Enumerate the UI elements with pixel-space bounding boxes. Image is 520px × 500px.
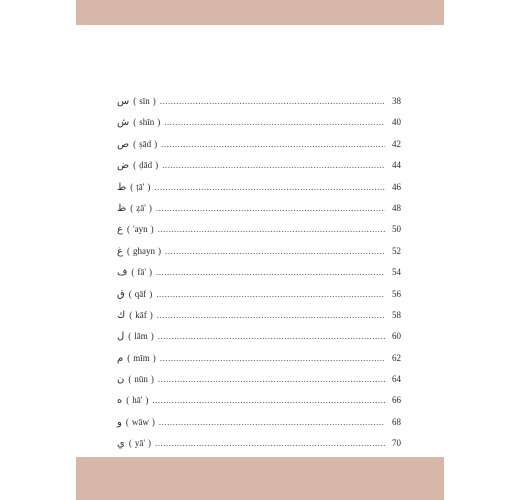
arabic-letter: م — [117, 352, 124, 364]
transliteration: shīn — [139, 117, 155, 128]
open-paren: ( — [133, 138, 137, 149]
dot-leader — [164, 112, 385, 133]
transliteration: wāw — [131, 416, 149, 427]
close-paren: ) — [150, 374, 154, 385]
dot-leader — [155, 433, 385, 454]
toc-entry[interactable] — [117, 112, 401, 133]
toc-entry[interactable] — [117, 134, 401, 155]
toc-entry[interactable] — [117, 348, 401, 369]
page-number: 48 — [392, 202, 401, 213]
dot-leader — [156, 262, 385, 283]
toc-entry[interactable] — [117, 433, 401, 454]
toc-entry[interactable] — [117, 262, 401, 283]
dot-leader — [157, 305, 385, 326]
transliteration: sīn — [139, 96, 150, 106]
open-paren: ( — [130, 202, 134, 213]
close-paren: ) — [157, 117, 161, 128]
page-number: 46 — [392, 181, 401, 192]
toc-entry[interactable] — [117, 177, 401, 198]
toc-entry[interactable] — [117, 412, 401, 433]
close-paren: ) — [152, 96, 156, 106]
close-paren: ) — [145, 395, 149, 406]
dot-leader — [156, 198, 385, 219]
toc-entry[interactable] — [117, 155, 401, 176]
open-paren: ( — [126, 245, 130, 256]
toc-entry[interactable] — [117, 390, 401, 411]
arabic-letter: ع — [117, 224, 123, 236]
transliteration: yā' — [134, 438, 145, 449]
toc-entry[interactable] — [117, 241, 401, 262]
page-number: 44 — [392, 160, 401, 171]
arabic-letter: ط — [117, 181, 127, 193]
open-paren: ( — [125, 416, 129, 427]
transliteration: nūn — [134, 374, 148, 385]
arabic-letter: ق — [117, 288, 125, 300]
close-paren: ) — [150, 224, 154, 235]
arabic-letter: ه — [117, 395, 123, 407]
toc-entry[interactable] — [117, 305, 401, 326]
toc-entry[interactable] — [117, 284, 401, 305]
transliteration: ghayn — [132, 245, 155, 256]
close-paren: ) — [155, 160, 159, 171]
page-number: 58 — [392, 309, 401, 320]
table-of-contents — [117, 91, 401, 455]
close-paren: ) — [152, 352, 156, 363]
close-paren: ) — [148, 202, 152, 213]
open-paren: ( — [129, 309, 133, 320]
open-paren: ( — [128, 438, 132, 449]
dot-leader — [158, 369, 385, 390]
page-number: 62 — [392, 352, 401, 363]
close-paren: ) — [157, 245, 161, 256]
transliteration: kāf — [135, 309, 147, 320]
open-paren: ( — [133, 117, 137, 128]
open-paren: ( — [128, 374, 132, 385]
page-number: 60 — [392, 331, 401, 342]
transliteration: hā' — [132, 395, 143, 406]
open-paren: ( — [128, 288, 132, 299]
open-paren: ( — [126, 395, 130, 406]
close-paren: ) — [147, 181, 151, 192]
toc-entry[interactable] — [117, 326, 401, 347]
dot-leader — [165, 241, 385, 262]
open-paren: ( — [130, 181, 134, 192]
dot-leader — [159, 412, 385, 433]
page-number: 54 — [392, 267, 401, 278]
page-number: 66 — [392, 395, 401, 406]
transliteration: ẓā' — [136, 202, 146, 213]
open-paren: ( — [126, 224, 130, 235]
close-paren: ) — [149, 267, 152, 278]
toc-entry[interactable] — [117, 369, 401, 390]
arabic-letter: غ — [117, 245, 123, 257]
toc-entry[interactable] — [117, 91, 401, 112]
open-paren: ( — [127, 352, 131, 363]
page-number: 42 — [392, 138, 401, 149]
open-paren: ( — [133, 96, 137, 106]
page-number: 52 — [392, 245, 401, 256]
dot-leader — [158, 219, 385, 240]
transliteration: ṣād — [139, 138, 152, 149]
transliteration: ḍād — [139, 160, 153, 171]
open-paren: ( — [128, 331, 132, 342]
transliteration: lām — [134, 331, 148, 342]
arabic-letter: ي — [117, 438, 125, 450]
page-number: 68 — [392, 416, 401, 427]
dot-leader — [162, 155, 385, 176]
arabic-letter: و — [117, 416, 122, 428]
transliteration: mīm — [133, 352, 150, 363]
header-band — [76, 0, 444, 25]
transliteration: qāf — [134, 288, 147, 299]
footer-band — [76, 457, 444, 500]
dot-leader — [152, 390, 385, 411]
dot-leader — [154, 177, 385, 198]
page-number: 50 — [392, 224, 401, 235]
arabic-letter: ف — [117, 267, 128, 279]
arabic-letter: س — [117, 96, 130, 107]
close-paren: ) — [154, 138, 158, 149]
toc-entry[interactable] — [117, 219, 401, 240]
dot-leader — [156, 284, 385, 305]
page-number: 70 — [392, 438, 401, 449]
page-number: 64 — [392, 374, 401, 385]
toc-entry[interactable] — [117, 198, 401, 219]
close-paren: ) — [147, 438, 151, 449]
transliteration: 'ayn — [132, 224, 148, 235]
arabic-letter: ل — [117, 331, 125, 343]
transliteration: ṭā' — [136, 181, 145, 192]
close-paren: ) — [150, 331, 154, 342]
arabic-letter: ك — [117, 309, 126, 321]
page-number: 38 — [392, 96, 401, 106]
arabic-letter: ن — [117, 374, 125, 386]
close-paren: ) — [149, 309, 153, 320]
arabic-letter: ظ — [117, 202, 127, 214]
open-paren: ( — [131, 267, 135, 278]
arabic-letter: ص — [117, 138, 130, 150]
dot-leader — [158, 326, 385, 347]
transliteration: fā' — [137, 267, 146, 278]
dot-leader — [161, 134, 385, 155]
dot-leader — [160, 91, 385, 112]
arabic-letter: ض — [117, 160, 130, 172]
open-paren: ( — [133, 160, 137, 171]
page-number: 40 — [392, 117, 401, 128]
close-paren: ) — [149, 288, 153, 299]
page-number: 56 — [392, 288, 401, 299]
arabic-letter: ش — [117, 117, 130, 129]
dot-leader — [160, 348, 385, 369]
close-paren: ) — [151, 416, 155, 427]
